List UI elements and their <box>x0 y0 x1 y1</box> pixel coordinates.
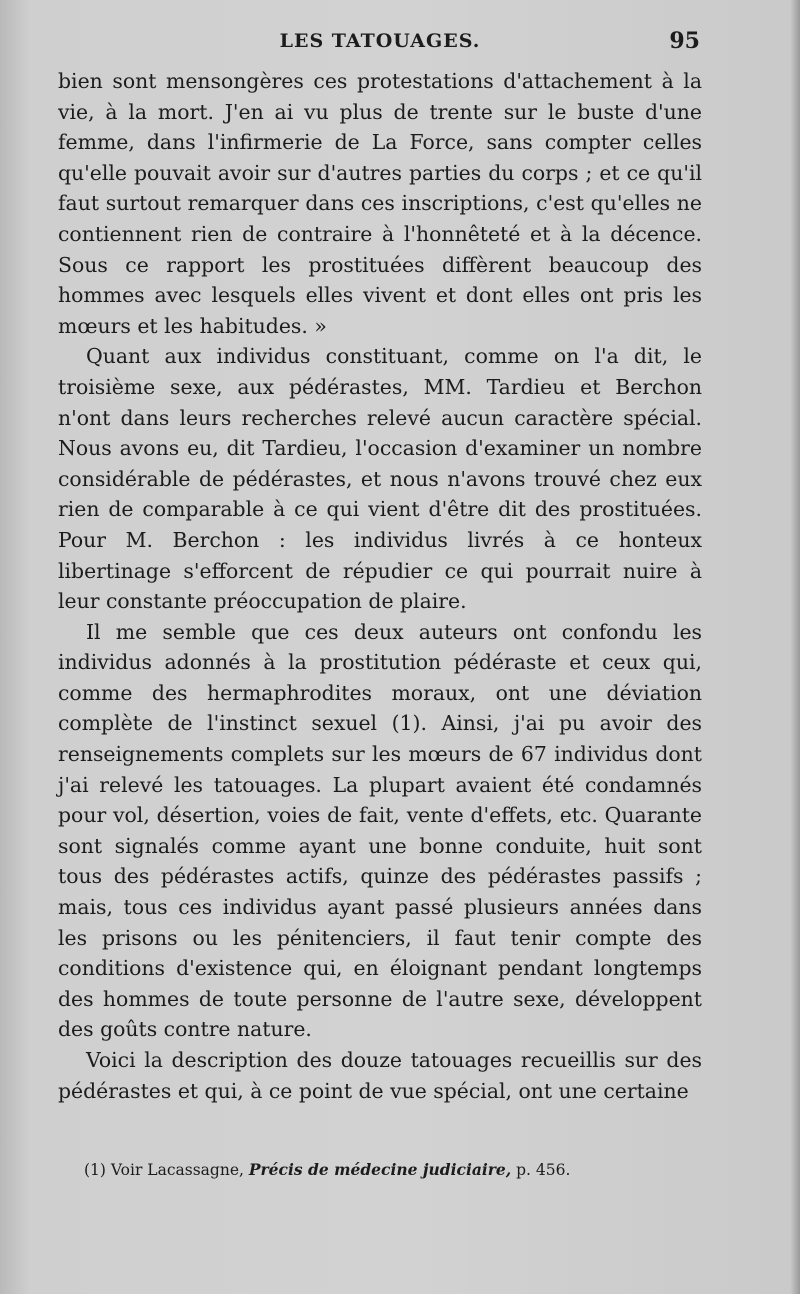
running-title: LES TATOUAGES. <box>279 30 481 52</box>
paragraph: Voici la description des douze tatouages recueillis sur des pédérastes et qui, à ce point de vue spécial, ont une certaine <box>58 1048 702 1103</box>
footnote-prefix: Voir Lacassagne, <box>110 1161 244 1179</box>
paragraph: Quant aux individus constituant, comme on l'a dit, le troisième sexe, aux pédérastes, MM. Tardieu et Berchon n'ont dans leurs recherches relevé aucun caractère spécial. Nous avons eu, dit Tardieu, l'occasion d'examiner un nombre considérable de pédérastes, et nous n'avons trouvé chez eux rien de comparable à ce qui vient d'être dit des prostituées. Pour M. Berchon : les individus livrés à ce honteux libertinage s'efforcent de répudier ce qui pourrait nuire à leur constante préoccupation de plaire. <box>58 344 702 614</box>
paragraph: bien sont mensongères ces protestations d'attachement à la vie, à la mort. J'en ai vu plus de trente sur le buste d'une femme, dans l'infirmerie de La Force, sans compter celles qu'elle pouvait avoir sur d'autres parties du corps ; et ce qu'il faut surtout remarquer dans ces inscriptions, c'est qu'elles ne contiennent rien de contraire à l'honnêteté et à la décence. Sous ce rapport les prostituées diffèrent beaucoup des hommes avec lesquels elles vivent et dont elles ont pris les mœurs et les habitudes. » <box>58 69 702 338</box>
footnote-suffix: p. 456. <box>516 1161 571 1179</box>
body-text <box>58 66 702 1106</box>
footnote-marker: (1) <box>84 1161 106 1179</box>
page-header <box>60 30 700 62</box>
footnote-book-title: Précis de médecine judiciaire, <box>248 1160 512 1179</box>
paragraph: Il me semble que ces deux auteurs ont confondu les individus adonnés à la prostitution pédéraste et ceux qui, comme des hermaphrodites moraux, ont une déviation complète de l'instinct sexuel (1). Ainsi, j'ai pu avoir des renseignements complets sur les mœurs de 67 individus dont j'ai relevé les tatouages. La plupart avaient été condamnés pour vol, désertion, voies de fait, vente d'effets, etc. Quarante sont signalés comme ayant une bonne conduite, huit sont tous des pédérastes actifs, quinze des pédérastes passifs ; mais, tous ces individus ayant passé plusieurs années dans les prisons ou les pénitenciers, il faut tenir compte des conditions d'existence qui, en éloignant pendant longtemps des hommes de toute personne de l'autre sexe, développent des goûts contre nature. <box>58 619 702 1042</box>
footnote <box>84 1160 704 1179</box>
page-number: 95 <box>669 28 700 54</box>
